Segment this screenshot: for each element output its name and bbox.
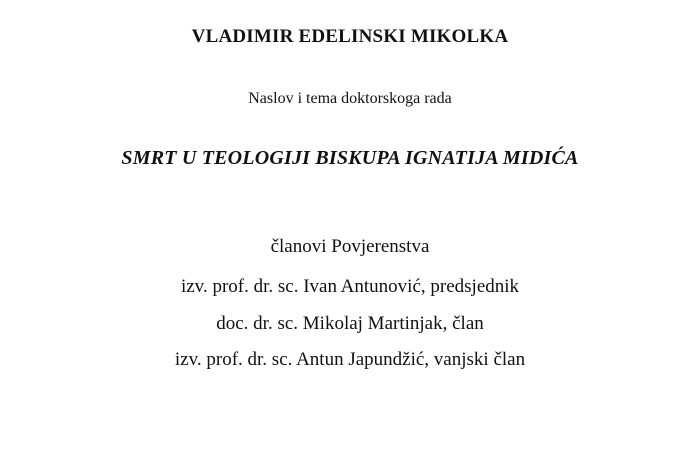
committee-heading: članovi Povjerenstva [270,236,430,257]
committee-member: izv. prof. dr. sc. Antun Japundžić, vanjski član [174,349,526,370]
thesis-title: SMRT U TEOLOGIJI BISKUPA IGNATIJA MIDIĆA [121,147,579,169]
committee-member: izv. prof. dr. sc. Ivan Antunović, predsjednik [180,276,520,297]
author-name: VLADIMIR EDELINSKI MIKOLKA [191,26,509,47]
thesis-caption: Naslov i tema doktorskoga rada [248,90,452,107]
committee-member: doc. dr. sc. Mikolaj Martinjak, član [216,313,484,334]
